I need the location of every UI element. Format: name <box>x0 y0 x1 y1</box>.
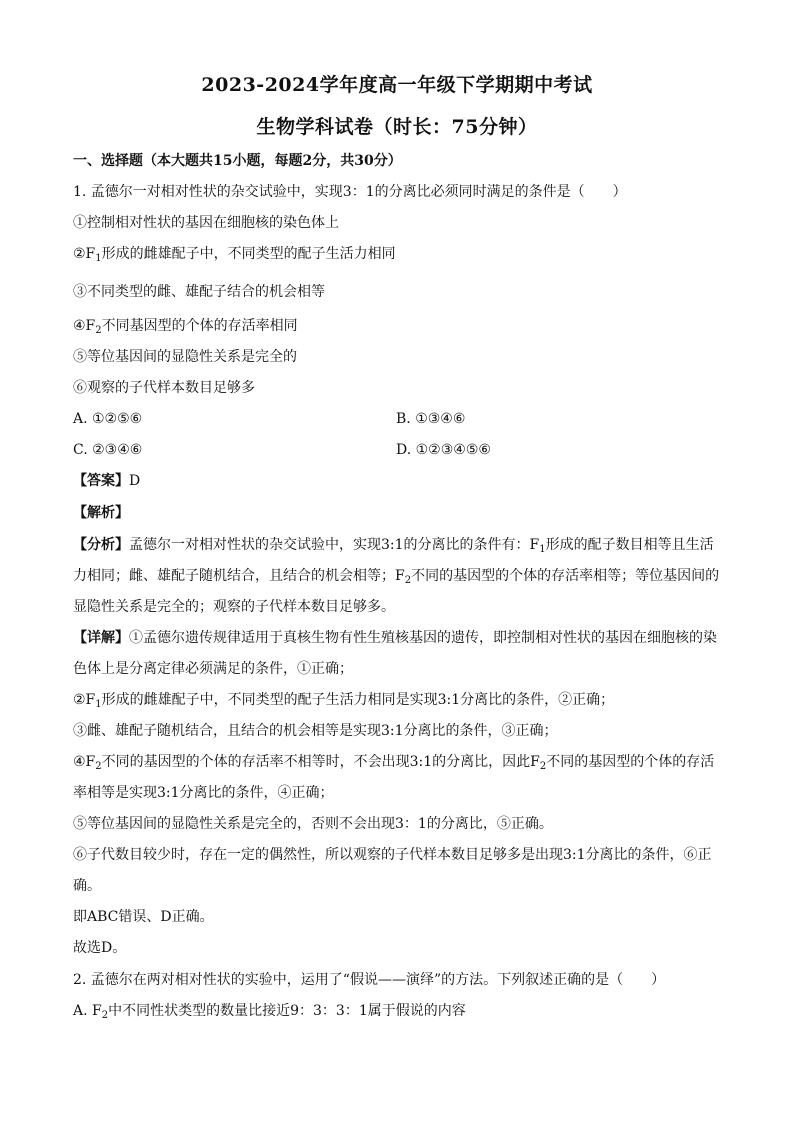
q1-xiangjie-line-7: ⑤等位基因间的显隐性关系是完全的，否则不会出现3：1的分离比，⑤正确。 <box>73 816 553 832</box>
q1-fenxi-line-1: 【分析】孟德尔一对相对性状的杂交试验中，实现3:1的分离比的条件有：$F_1$形成的配子数目相等且生活 <box>73 537 714 555</box>
q1-xiangjie-line-1: 【详解】①孟德尔遗传规律适用于真核生物有性生殖核基因的遗传，即控制相对性状的基因在细胞核的染 <box>73 630 717 646</box>
q2-option-a: A. $F_2$中不同性状类型的数量比接近9：3：3：1属于假说的内容 <box>73 1003 466 1021</box>
exam-subtitle: 生物学科试卷（时长：75分钟） <box>256 116 538 138</box>
q1-conclusion: 即ABC错误、D正确。 <box>73 909 214 925</box>
q1-item-6: ⑥观察的子代样本数目足够多 <box>73 380 255 396</box>
q1-item-5: ⑤等位基因间的显隐性关系是完全的 <box>73 349 297 365</box>
q1-xiangjie-line-3: $②F_1$形成的雌雄配子中，不同类型的配子生活力相同是实现3:1分离比的条件，②正确； <box>73 692 615 710</box>
section-heading: 一、选择题（本大题共15小题，每题2分，共30分） <box>73 153 402 169</box>
q1-item-3: ③不同类型的雌、雄配子结合的机会相等 <box>73 284 325 300</box>
q1-xiangjie-line-4: ③雌、雄配子随机结合，且结合的机会相等是实现3:1分离比的条件，③正确； <box>73 723 558 739</box>
q1-fenxi-line-2: 力相同；雌、雄配子随机结合，且结合的机会相等；$F_2$不同的基因型的个体的存活率相等；等位基因间的 <box>73 568 720 586</box>
exam-title: 2023-2024学年度高一年级下学期期中考试 <box>201 74 593 96</box>
q1-xiangjie-line-8: ⑥子代数目较少时，存在一定的偶然性，所以观察的子代样本数目足够多是出现3:1分离比的条件，⑥正 <box>73 847 712 863</box>
question-1-stem: 1. 孟德尔一对相对性状的杂交试验中，实现3：1的分离比必须同时满足的条件是（ ） <box>73 184 627 200</box>
q1-fenxi-line-3: 显隐性关系是完全的；观察的子代样本数目足够多。 <box>73 599 395 615</box>
q1-xiangjie-line-2: 色体上是分离定律必须满足的条件，①正确； <box>73 661 353 677</box>
q1-item-1: ①控制相对性状的基因在细胞核的染色体上 <box>73 215 339 231</box>
q1-xiangjie-line-9: 确。 <box>73 878 101 894</box>
q1-item-2: $②F_1$形成的雌雄配子中，不同类型的配子生活力相同 <box>73 246 396 264</box>
q1-xiangjie-line-5: $④F_2$不同的基因型的个体的存活率不相等时，不会出现3:1的分离比，因此$F_2$不同的基因型的个体的存活 <box>73 754 715 772</box>
q1-choose: 故选D。 <box>73 940 127 956</box>
q1-analysis-tag: 【解析】 <box>73 505 129 521</box>
q1-option-a: A. ①②⑤⑥ <box>73 411 143 427</box>
question-2-stem: 2. 孟德尔在两对相对性状的实验中，运用了“假说——演绎”的方法。下列叙述正确的是（ ） <box>73 972 666 988</box>
q1-item-4: $④F_2$不同基因型的个体的存活率相同 <box>73 318 298 336</box>
q1-option-c: C. ②③④⑥ <box>73 442 143 458</box>
answer-tag: 【答案】 <box>73 473 129 489</box>
q1-option-b: B. ①③④⑥ <box>396 411 466 427</box>
q1-option-d: D. ①②③④⑤⑥ <box>396 442 491 458</box>
q1-xiangjie-line-6: 率相等是实现3:1分离比的条件，④正确； <box>73 785 334 801</box>
q1-answer: 【答案】D <box>73 473 141 489</box>
